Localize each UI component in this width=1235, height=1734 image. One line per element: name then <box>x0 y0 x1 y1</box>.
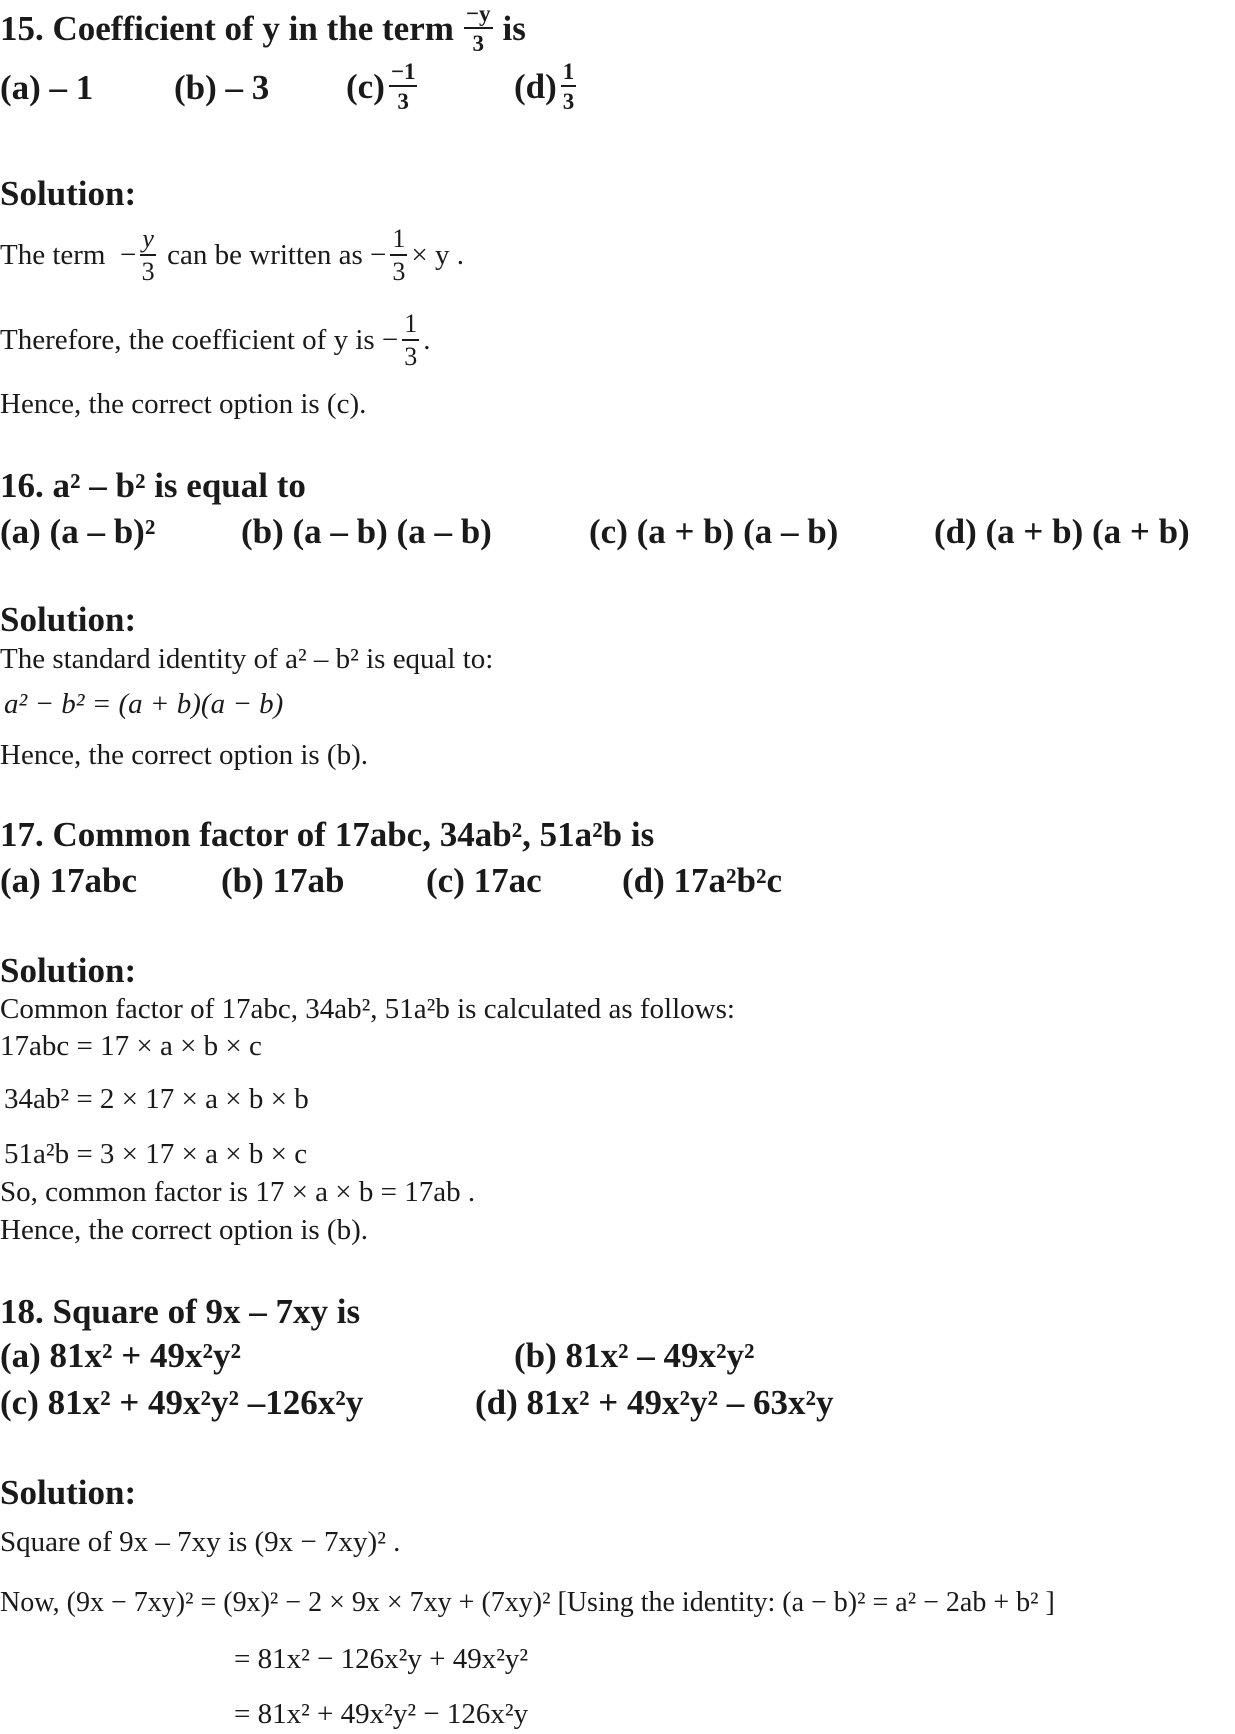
q16-option-a: (a) (a – b)² <box>0 512 156 551</box>
denominator: 3 <box>397 89 409 114</box>
question-17-title: 17. Common factor of 17abc, 34ab², 51a²b is <box>0 815 655 854</box>
q17-solution-line-2: So, common factor is 17 × a × b = 17ab . <box>0 1176 476 1208</box>
q16-option-b: (b) (a – b) (a – b) <box>241 512 492 551</box>
q18-option-d: (d) 81x² + 49x²y² – 63x²y <box>475 1383 834 1422</box>
q18-option-b: (b) 81x² – 49x²y² <box>514 1336 755 1375</box>
title-text: 15. Coefficient of y in the term <box>0 8 454 48</box>
q17-solution-heading: Solution: <box>0 951 137 990</box>
q17-option-c: (c) 17ac <box>426 861 542 900</box>
q16-option-c: (c) (a + b) (a – b) <box>589 512 839 551</box>
q17-option-d: (d) 17a²b²c <box>622 861 783 900</box>
title-text: is <box>502 8 526 48</box>
numerator: −y <box>464 2 493 29</box>
fraction <box>402 311 419 370</box>
q18-option-c: (c) 81x² + 49x²y² –126x²y <box>0 1383 364 1422</box>
denominator: 3 <box>562 89 575 114</box>
text: . <box>423 324 431 356</box>
q17-solution-line-1: Common factor of 17abc, 34ab², 51a²b is calculated as follows: <box>0 993 735 1025</box>
numerator: 1 <box>561 60 577 87</box>
question-16-title: 16. a² – b² is equal to <box>0 466 306 505</box>
q17-equation-2: 34ab² = 2 × 17 × a × b × b <box>4 1083 309 1115</box>
q15-conclusion: Hence, the correct option is (c). <box>0 388 367 420</box>
q15-option-c <box>346 60 421 113</box>
q18-solution-line-2: Now, (9x − 7xy)² = (9x)² − 2 × 9x × 7xy + (7xy)² [Using the identity: (a − b)² = a² − 2ab + b² ] <box>0 1587 1055 1618</box>
denominator: 3 <box>472 31 484 56</box>
text: Therefore, the coefficient of y is − <box>0 324 399 356</box>
q18-solution-heading: Solution: <box>0 1473 137 1512</box>
option-fraction <box>561 60 577 113</box>
q15-solution-heading: Solution: <box>0 174 137 213</box>
q16-identity-equation: a² − b² = (a + b)(a − b) <box>4 688 284 720</box>
q15-option-b <box>174 68 269 108</box>
option-label: (c) <box>346 66 385 106</box>
q16-conclusion: Hence, the correct option is (b). <box>0 739 368 771</box>
q15-solution-line-2 <box>0 311 431 370</box>
q17-equation-1: 17abc = 17 × a × b × c <box>0 1030 262 1062</box>
q15-solution-line-1 <box>0 226 464 285</box>
title-fraction <box>464 2 493 55</box>
numerator: y <box>140 226 156 256</box>
numerator: −1 <box>389 60 418 87</box>
numerator: 1 <box>390 226 407 256</box>
question-15-title <box>0 2 526 55</box>
fraction <box>390 226 407 285</box>
option-fraction <box>389 60 418 113</box>
fraction <box>140 226 156 285</box>
q17-option-a: (a) 17abc <box>0 861 138 900</box>
text: can be written as − <box>159 239 387 271</box>
q16-solution-line-1: The standard identity of a² – b² is equal to: <box>0 643 494 675</box>
q16-solution-heading: Solution: <box>0 600 137 639</box>
option-label: (d) <box>514 66 557 106</box>
option-label: (a) – 1 <box>0 68 94 107</box>
q17-conclusion: Hence, the correct option is (b). <box>0 1214 368 1246</box>
denominator: 3 <box>141 257 155 286</box>
q16-option-d: (d) (a + b) (a + b) <box>934 512 1190 551</box>
question-18-title: 18. Square of 9x – 7xy is <box>0 1292 361 1331</box>
q18-option-a: (a) 81x² + 49x²y² <box>0 1336 241 1375</box>
q17-equation-3: 51a²b = 3 × 17 × a × b × c <box>4 1138 308 1170</box>
q18-solution-line-1: Square of 9x – 7xy is (9x − 7xy)² . <box>0 1526 401 1558</box>
denominator: 3 <box>404 342 418 371</box>
q15-option-a <box>0 68 93 108</box>
q18-solution-line-4: = 81x² + 49x²y² − 126x²y <box>234 1698 529 1730</box>
numerator: 1 <box>402 311 419 341</box>
option-label: (b) – 3 <box>174 68 270 107</box>
denominator: 3 <box>392 257 406 286</box>
q15-option-d <box>514 60 580 113</box>
q18-solution-line-3: = 81x² − 126x²y + 49x²y² <box>234 1643 529 1675</box>
text: The term − <box>0 239 137 271</box>
q17-option-b: (b) 17ab <box>221 861 345 900</box>
text: × y . <box>411 239 465 271</box>
